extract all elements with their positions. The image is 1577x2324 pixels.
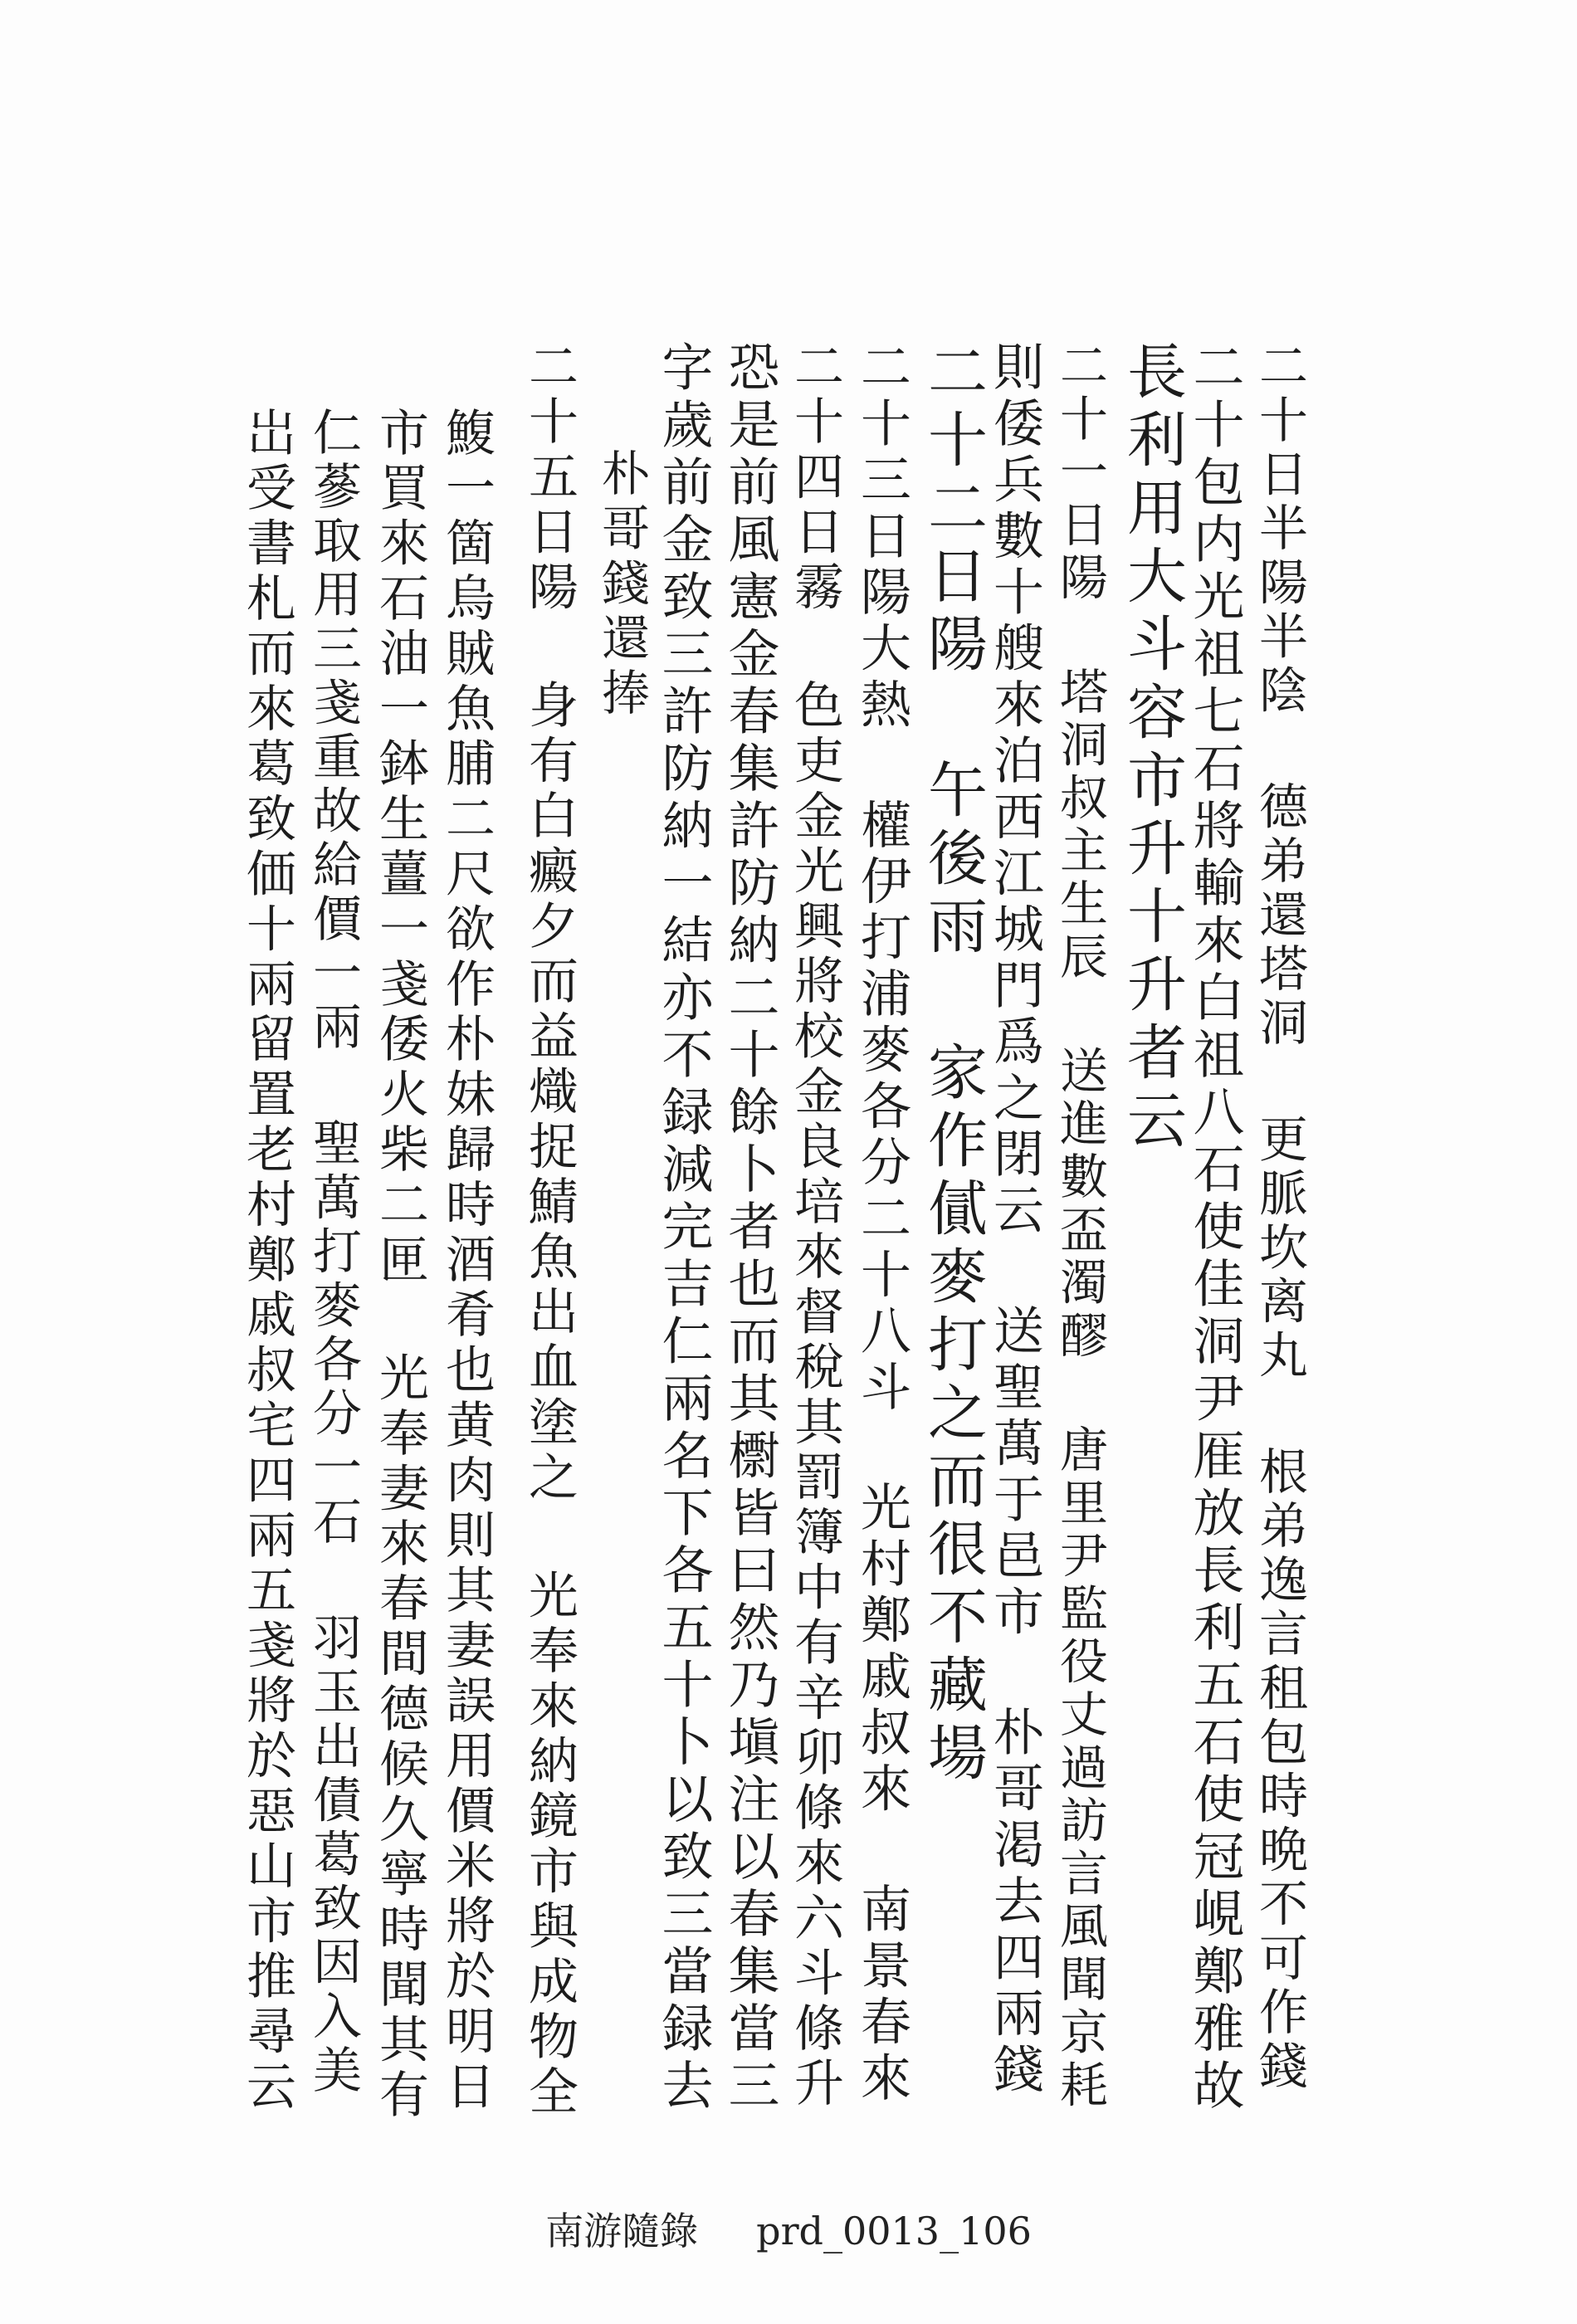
text-column-15: 仁蔘取用三戔重故給價一兩 聖萬打麥各分一石 羽玉出債葛致因入美: [305, 407, 362, 2099]
text-column-14: 市買來石油一鉢生薑一戔倭火柴二匣 光奉妻來春間德候久寧時聞其有: [371, 407, 429, 2124]
text-column-16: 岀受書札而來葛致価十兩留置老村鄭戚叔宅四兩五戔將於惡山市推尋云: [238, 407, 296, 2116]
text-column-11: 朴哥錢還捧: [593, 448, 650, 722]
text-column-6: 二十二日陽 午後雨 家作㒃麥打之而很不藏場: [918, 340, 988, 1789]
text-column-12: 二十五日陽 身有白癜夕而益熾捉鯖魚出血塗之 光奉來納鏡市與成物全: [520, 340, 579, 2121]
footer-page-code: prd_0013_106: [756, 2209, 1032, 2253]
text-column-9: 恐是前風憲金春集許防納二十餘卜者也而其㯹皆曰然乃塡注以春集當三: [720, 340, 780, 2116]
text-column-2: 二十包内光祖七石將輸來白祖八石使佳洞尹㕍放長利五石使冠峴鄭雅故: [1184, 340, 1245, 2116]
text-column-10: 字歲前金致三許防納一結亦不録減完吉仁兩名下各五十卜以致三當録去: [653, 340, 714, 2116]
text-column-1: 二十日半陽半陰 德弟還塔洞 更脈坎离丸 根弟逸言租包時晩不可作錢: [1251, 340, 1308, 2095]
footer-title: 南游隨錄: [545, 2209, 699, 2253]
text-column-7: 二十三日陽大熱 權伊打浦麥各分二十八斗 光村鄭戚叔來 南景春來: [852, 340, 911, 2107]
text-column-13: 鰒一箇烏賊魚脯二尺欲作朴妹歸時酒肴也黄肉則其妻誤用價米將於明日: [437, 407, 496, 2116]
page-footer: [0, 2201, 1577, 2256]
text-column-8: 二十四日霧 色吏金光興將校金良培來督稅其罰簿中有辛卯條來六斗條升: [786, 340, 844, 2112]
text-column-4: 二十一日陽 塔洞叔主生辰 送進數盃濁醪 唐里尹監役丈過訪言風聞京耗: [1052, 340, 1108, 2113]
text-column-3: 長利用大斗容市升十升者云: [1117, 340, 1187, 1157]
text-column-5: 則倭兵數十艘來泊西江城門爲之閉云 送聖萬于邑市 朴哥渇去四兩錢: [985, 340, 1044, 2099]
